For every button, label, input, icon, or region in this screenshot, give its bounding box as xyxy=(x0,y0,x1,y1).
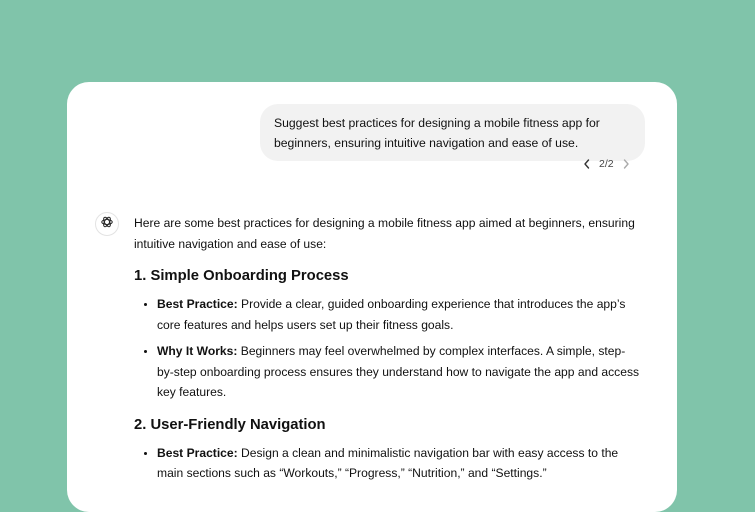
list-item xyxy=(157,341,642,403)
section-list xyxy=(134,294,642,403)
openai-logo-icon xyxy=(100,215,114,234)
list-item xyxy=(157,294,642,335)
user-message-text: Suggest best practices for designing a mobile fitness app for beginners, ensuring intuitive navigation and ease of use. xyxy=(274,116,600,150)
section-heading: 2. User-Friendly Navigation xyxy=(134,416,326,433)
section-heading: 1. Simple Onboarding Process xyxy=(134,268,349,284)
item-label: Why It Works: xyxy=(157,344,238,358)
item-label: Best Practice: xyxy=(157,445,238,460)
assistant-message xyxy=(134,213,642,490)
list-item xyxy=(157,443,642,484)
chat-card xyxy=(67,82,677,512)
chevron-right-icon[interactable] xyxy=(621,158,631,170)
item-label: Best Practice: xyxy=(157,297,238,311)
response-pager xyxy=(582,158,631,170)
section-list xyxy=(134,443,642,484)
assistant-avatar xyxy=(95,212,119,236)
assistant-intro: Here are some best practices for designing a mobile fitness app aimed at beginners, ensuring intuitive navigation and ease of use: xyxy=(134,216,635,251)
user-message-bubble xyxy=(260,104,645,161)
item-text: Design a clean and minimalistic navigation bar with easy access to the main sections such as “Workouts,” “Progress,” “Nutrition,” and “Settings.” xyxy=(157,445,619,480)
pager-label: 2/2 xyxy=(599,158,614,170)
item-text: Beginners may feel overwhelmed by complex interfaces. A simple, step-by-step onboarding process ensures they understand how to navigate the app and access key features. xyxy=(157,344,640,399)
item-text: Provide a clear, guided onboarding experience that introduces the app’s core features and helps users set up their fitness goals. xyxy=(157,297,626,332)
chevron-left-icon[interactable] xyxy=(582,158,592,170)
